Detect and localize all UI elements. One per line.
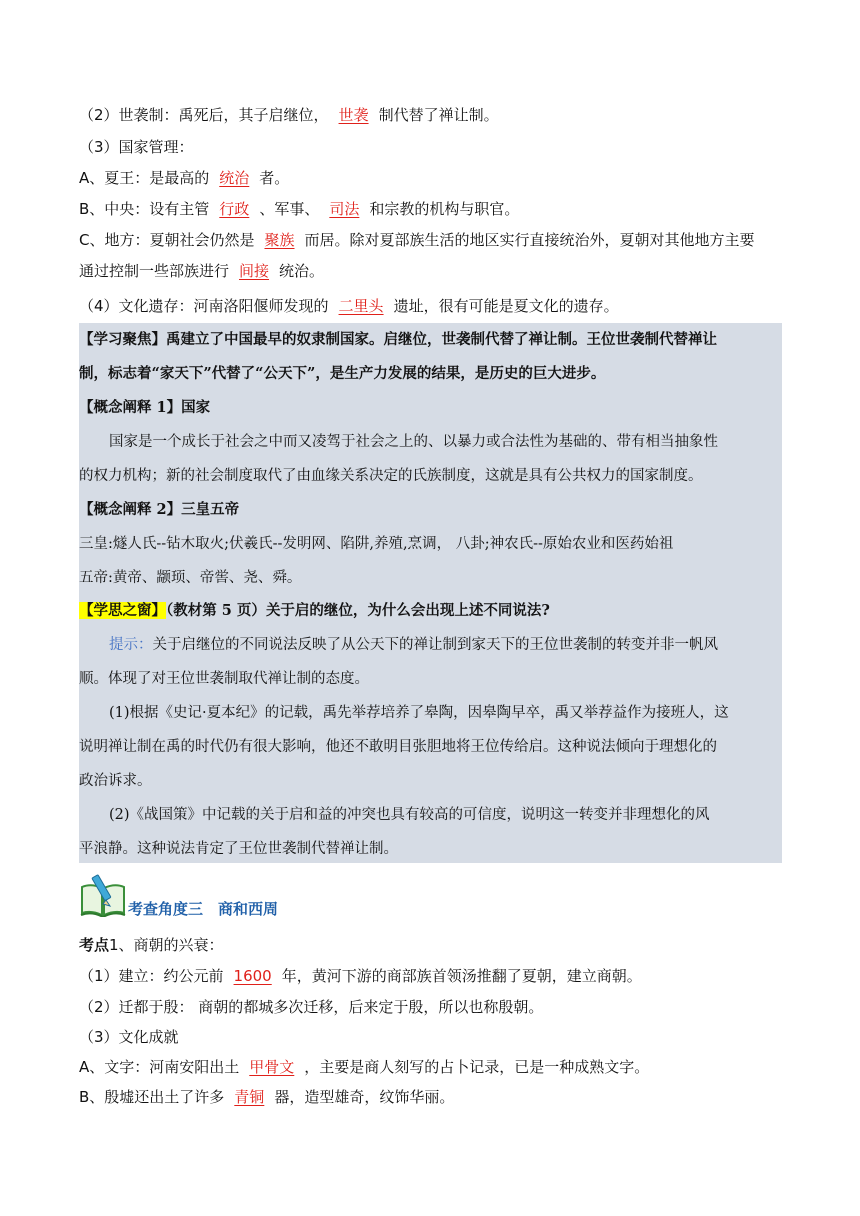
concept-text: 三皇:燧人氏--钻木取火;伏羲氏--发明网、陷阱,养殖,烹调， 八卦;神农氏--原始农业和医药始祖 bbox=[79, 536, 674, 552]
fill-blank: 1600 bbox=[233, 967, 272, 985]
concept-title: 【概念阐释 1】国家 bbox=[79, 399, 211, 416]
text: （2）世袭制：禹死后，其子启继位， bbox=[79, 106, 329, 124]
focus-line: 【学习聚焦】禹建立了中国最早的奴隶制国家。启继位，世袭制代替了禅让制。王位世袭制代替禅让 bbox=[79, 331, 717, 348]
text: 、军事、 bbox=[259, 200, 320, 218]
focus-line: 制，标志着“家天下”代替了“公天下”，是生产力发展的结果，是历史的巨大进步。 bbox=[79, 365, 606, 382]
text-line bbox=[79, 199, 782, 219]
text: 遗址，很有可能是夏文化的遗存。 bbox=[393, 297, 619, 315]
concept-text: 国家是一个成长于社会之中而又凌驾于社会之上的、以暴力或合法性为基础的、带有相当抽象性 bbox=[109, 434, 718, 450]
fill-blank: 间接 bbox=[239, 262, 270, 280]
section-title: 考查角度三 商和西周 bbox=[128, 900, 279, 918]
text-line bbox=[79, 1087, 782, 1107]
think-heading bbox=[79, 601, 782, 621]
text-line: （3）国家管理： bbox=[79, 138, 194, 156]
reason-line: 说明禅让制在禹的时代仍有很大影响，他还不敢明目张胆地将王位传给启。这种说法倾向于理想化的 bbox=[79, 739, 717, 755]
fill-blank: 聚族 bbox=[264, 231, 295, 249]
concept-title: 【概念阐释 2】三皇五帝 bbox=[79, 501, 240, 518]
text-line bbox=[79, 261, 782, 281]
fill-blank: 统治 bbox=[219, 169, 250, 187]
text: 通过控制一些部族进行 bbox=[79, 262, 230, 280]
text-line bbox=[79, 168, 782, 188]
text: 而居。除对夏部族生活的地区实行直接统治外，夏朝对其他地方主要 bbox=[304, 231, 755, 249]
text: ，主要是商人刻写的占卜记录，已是一种成熟文字。 bbox=[304, 1058, 650, 1076]
text: （4）文化遗存：河南洛阳偃师发现的 bbox=[79, 297, 329, 315]
fill-blank: 青铜 bbox=[234, 1088, 265, 1106]
text: 制代替了禅让制。 bbox=[378, 106, 499, 124]
fill-blank: 甲骨文 bbox=[249, 1058, 295, 1076]
text: 关于启继位的不同说法反映了从公天下的禅让制到家天下的王位世袭制的转变并非一帆风 bbox=[152, 637, 718, 653]
reason-line: (1)根据《史记·夏本纪》的记载，禹先举荐培养了皋陶，因皋陶早卒，禹又举荐益作为接班人，这 bbox=[109, 705, 729, 721]
tip-line: 顺。体现了对王位世袭制取代禅让制的态度。 bbox=[79, 671, 369, 687]
text: C、地方：夏朝社会仍然是 bbox=[79, 231, 255, 249]
text-line bbox=[79, 105, 782, 125]
text: A、文字：河南安阳出土 bbox=[79, 1058, 240, 1076]
think-question: 关于启的继位，为什么会出现上述不同说法? bbox=[265, 602, 550, 619]
text-line: （2）迁都于殷： 商朝的都城多次迁移，后来定于殷，所以也称殷朝。 bbox=[79, 998, 544, 1016]
tip-label: 提示： bbox=[109, 637, 153, 653]
text-line bbox=[79, 1057, 782, 1077]
text: 者。 bbox=[259, 169, 290, 187]
concept-text: 五帝:黄帝、颛顼、帝喾、尧、舜。 bbox=[79, 570, 302, 586]
text: B、殷墟还出土了许多 bbox=[79, 1088, 225, 1106]
concept-text: 的权力机构；新的社会制度取代了由血缘关系决定的氏族制度，这就是具有公共权力的国家制度。 bbox=[79, 468, 703, 484]
reason-line: (2)《战国策》中记载的关于启和益的冲突也具有较高的可信度，说明这一转变并非理想化的风 bbox=[109, 807, 710, 823]
kp-label: 考点 bbox=[79, 936, 110, 954]
text-line: （3）文化成就 bbox=[79, 1028, 179, 1046]
fill-blank: 二里头 bbox=[338, 297, 384, 315]
text: 年，黄河下游的商部族首领汤推翻了夏朝，建立商朝。 bbox=[281, 967, 642, 985]
text: （1）建立：约公元前 bbox=[79, 967, 224, 985]
fill-blank: 世袭 bbox=[338, 106, 369, 124]
text-line bbox=[79, 966, 782, 986]
fill-blank: 司法 bbox=[329, 200, 360, 218]
text-line bbox=[79, 935, 782, 955]
text: 和宗教的机构与职官。 bbox=[369, 200, 520, 218]
reason-line: 政治诉求。 bbox=[79, 773, 152, 789]
text: A、夏王：是最高的 bbox=[79, 169, 210, 187]
text-line bbox=[79, 296, 782, 316]
text: B、中央：设有主管 bbox=[79, 200, 210, 218]
book-pencil-icon bbox=[79, 873, 127, 917]
think-source: （教材第 5 页） bbox=[166, 602, 266, 619]
text: 统治。 bbox=[279, 262, 325, 280]
text: 1、商朝的兴衰： bbox=[109, 936, 224, 954]
tip-line bbox=[109, 635, 782, 655]
reason-line: 平浪静。这种说法肯定了王位世袭制代替禅让制。 bbox=[79, 841, 398, 857]
fill-blank: 行政 bbox=[219, 200, 250, 218]
think-label: 【学思之窗】 bbox=[79, 602, 166, 619]
text-line bbox=[79, 230, 782, 250]
text: 器，造型雄奇，纹饰华丽。 bbox=[274, 1088, 455, 1106]
